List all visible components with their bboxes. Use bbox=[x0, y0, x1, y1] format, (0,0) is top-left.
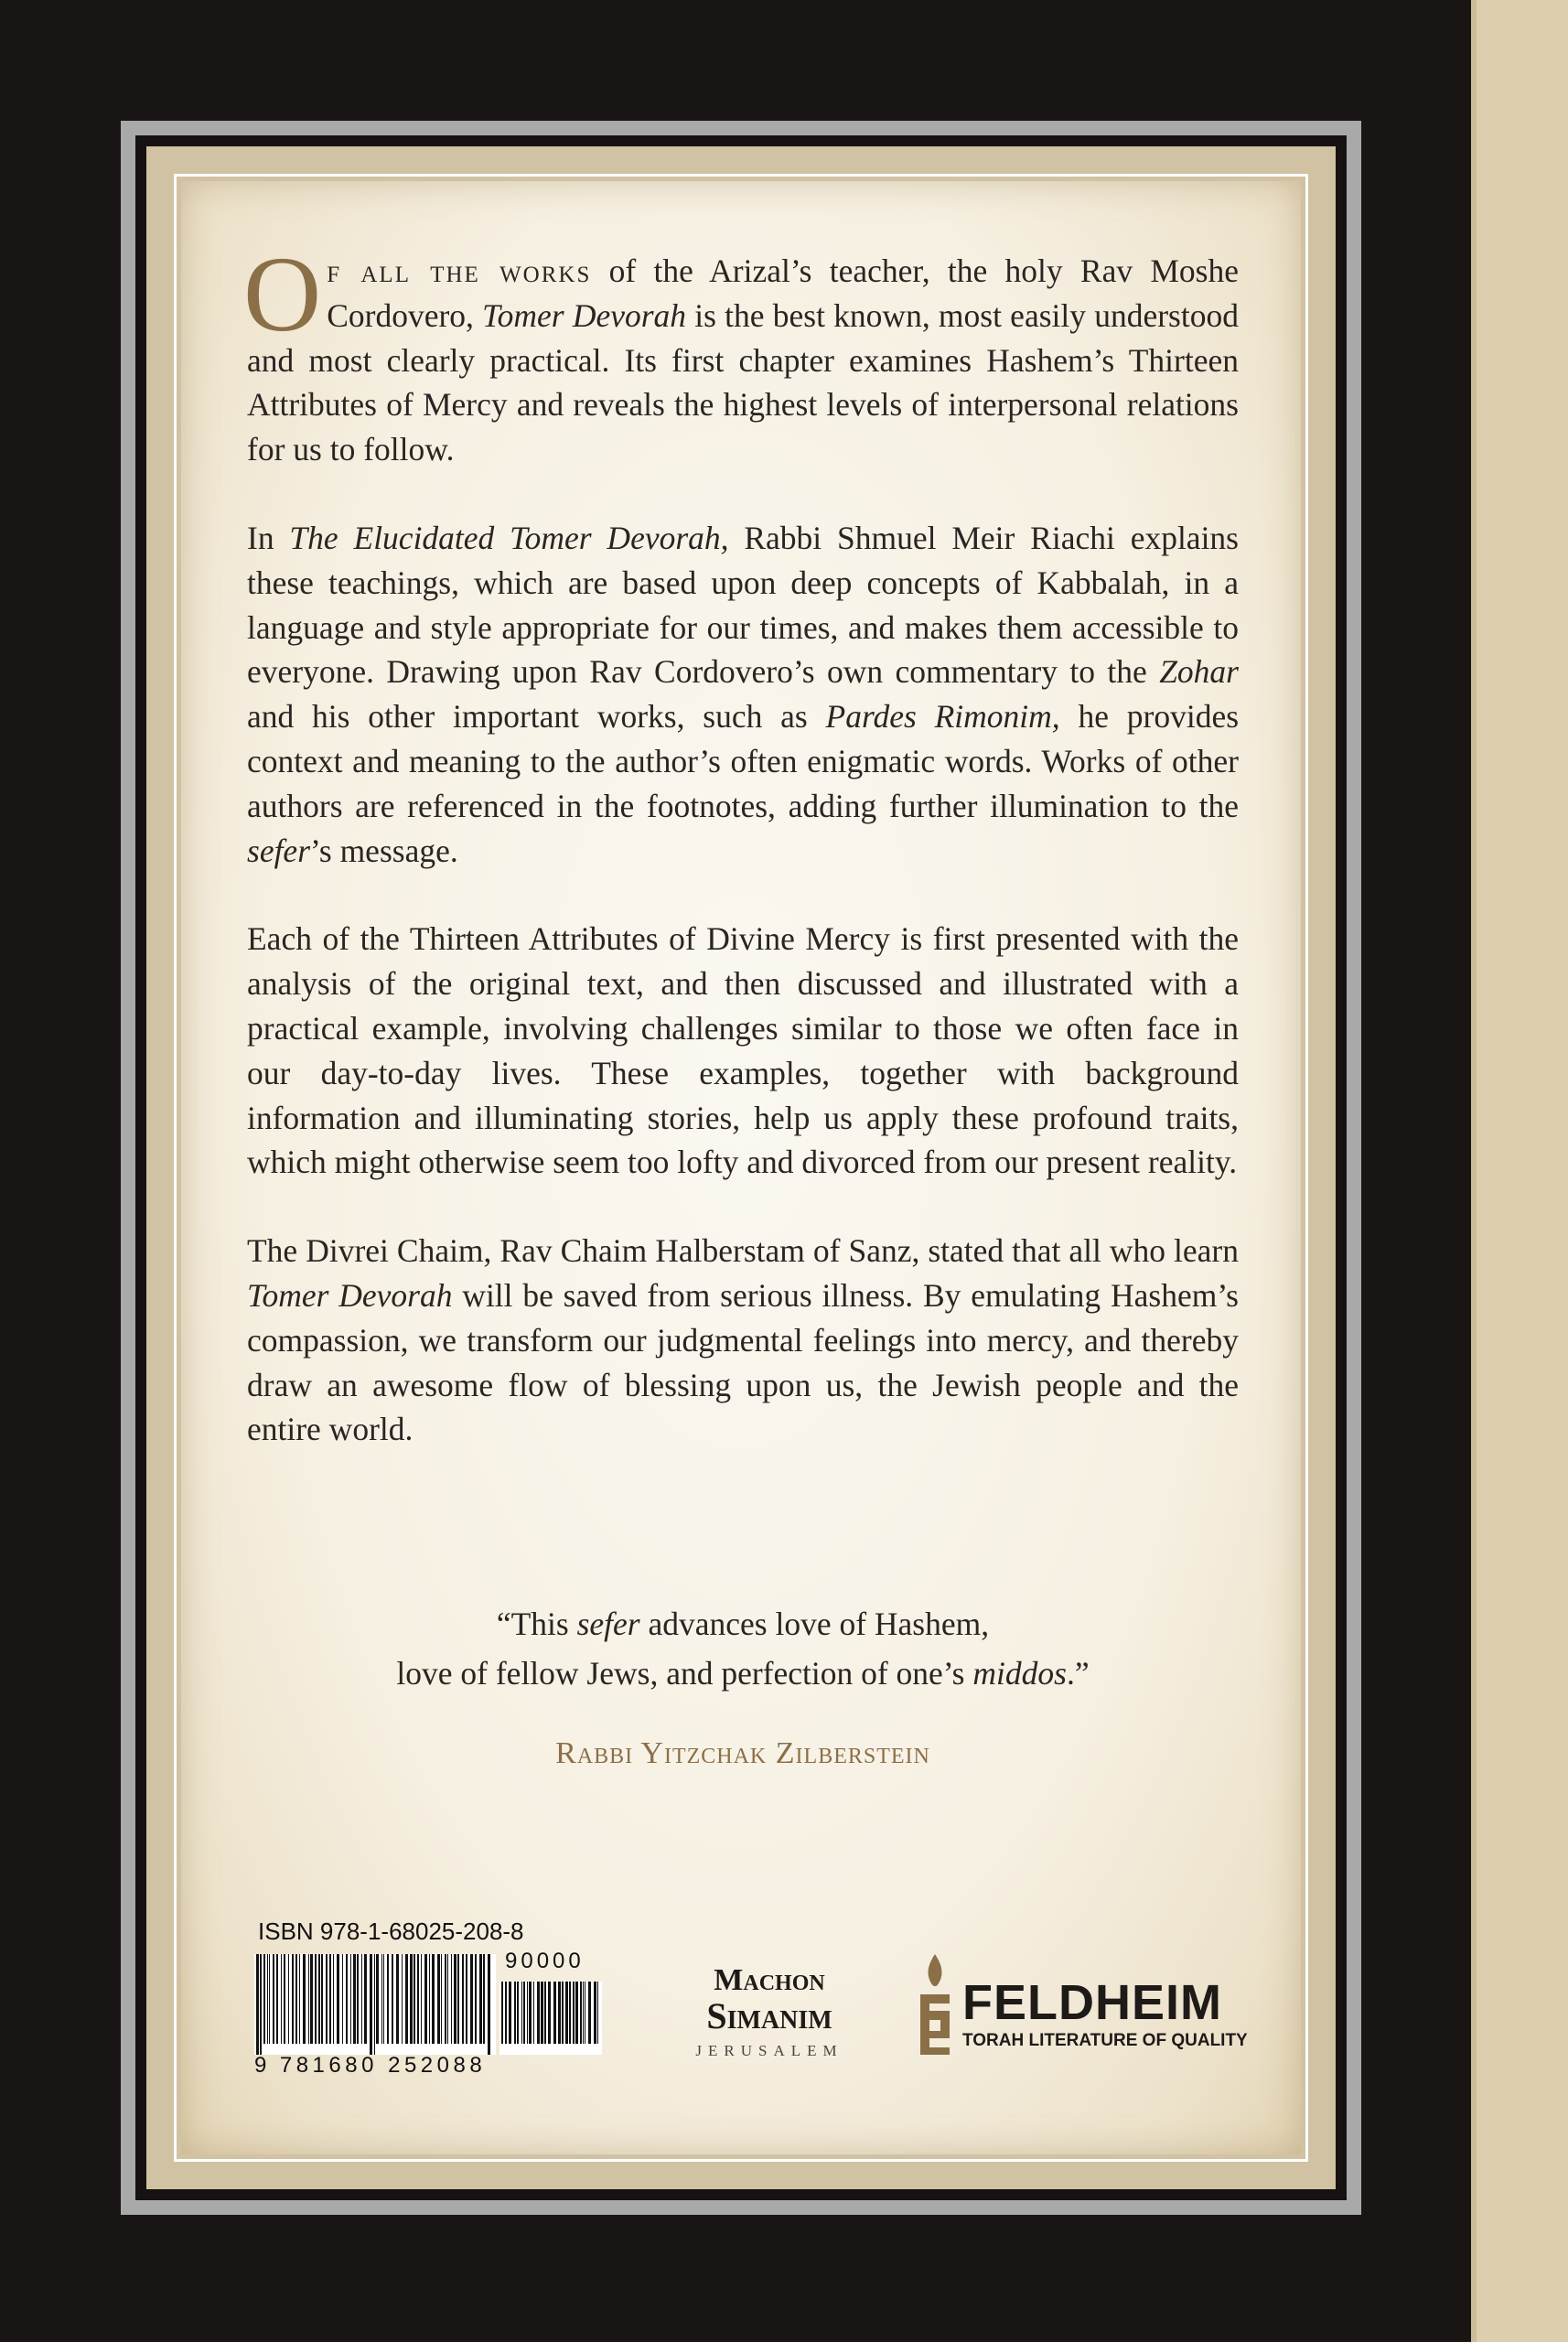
barcode-bar bbox=[396, 1954, 399, 2044]
p2-text-c: and his other important works, such as bbox=[247, 698, 826, 736]
barcode-bar bbox=[292, 1954, 294, 2044]
barcode-bar bbox=[580, 1982, 582, 2044]
barcode-bar bbox=[381, 1954, 382, 2044]
barcode-bar bbox=[517, 1982, 519, 2044]
candle-flame-icon bbox=[915, 1952, 955, 2062]
isbn-barcode bbox=[254, 1954, 496, 2055]
barcode-bar bbox=[256, 1954, 259, 2055]
barcode-bar bbox=[402, 1954, 403, 2044]
barcode-bar bbox=[441, 1954, 442, 2044]
barcode-bar bbox=[541, 1982, 543, 2044]
barcode-bar bbox=[263, 1954, 265, 2044]
paragraph-3: Each of the Thirteen Attributes of Divine Mercy is first presented with the analysis of the original text, and then discussed and illustrated with a practical example, involving challenges similar to those we often face in our day-to-day lives. These examples, together with background information and illuminating stories, help us apply these profound traits, which might otherwise seem too lofty and divorced from our present reality. bbox=[247, 920, 1239, 1181]
barcode-bar bbox=[488, 1954, 490, 2055]
barcode-bar bbox=[424, 1954, 427, 2044]
barcode-bar bbox=[429, 1954, 430, 2044]
quote-text-c: love of fellow Jews, and perfection of one’s bbox=[396, 1655, 973, 1692]
barcode-bar bbox=[537, 1982, 540, 2044]
barcode-bar bbox=[269, 1954, 270, 2044]
barcode-bar bbox=[273, 1954, 274, 2044]
barcode-bar bbox=[501, 1982, 503, 2044]
simanim-line-2: Simanim bbox=[706, 1995, 832, 2036]
p2-text-d: he provides context and meaning to the author’s often enigmatic words. Works of other authors are referenced in the footnotes, adding further illumination to the bbox=[247, 698, 1240, 824]
barcode-bar bbox=[505, 1982, 507, 2044]
quote-open: “This bbox=[496, 1606, 577, 1642]
barcode-bar bbox=[432, 1954, 435, 2044]
barcode-bar bbox=[370, 1954, 372, 2055]
feldheim-logo bbox=[915, 1952, 1262, 2062]
barcode-bar bbox=[417, 1954, 419, 2044]
barcode-addon-digits: 90000 bbox=[505, 1949, 585, 1973]
quote-middos: middos bbox=[972, 1655, 1067, 1692]
barcode-bar bbox=[376, 1954, 379, 2044]
p4-text-a: The Divrei Chaim, Rav Chaim Halberstam of Sanz, stated that all who learn bbox=[247, 1232, 1239, 1270]
p2-pardes: Pardes Rimonim, bbox=[825, 698, 1060, 736]
barcode-bar bbox=[421, 1954, 422, 2044]
blurb-text bbox=[243, 234, 1240, 1496]
machon-simanim-logo bbox=[673, 1965, 865, 2060]
barcode-bar bbox=[583, 1982, 584, 2044]
barcode-bar bbox=[569, 1982, 571, 2044]
barcode-bar bbox=[295, 1954, 297, 2044]
barcode-bar bbox=[457, 1954, 459, 2044]
barcode-bar bbox=[451, 1954, 452, 2044]
barcode-bar bbox=[575, 1982, 578, 2044]
barcode-bar bbox=[470, 1954, 473, 2044]
barcode-bar bbox=[437, 1954, 440, 2044]
barcode-bar bbox=[573, 1982, 575, 2044]
p2-sefer: sefer bbox=[247, 832, 311, 869]
barcode-bar bbox=[479, 1954, 482, 2044]
quote-line-1 bbox=[247, 1599, 1239, 1649]
barcode-bar bbox=[374, 1954, 375, 2055]
barcode-bar bbox=[527, 1982, 528, 2044]
quote-line-2 bbox=[247, 1649, 1239, 1698]
paragraph-4 bbox=[247, 1229, 1239, 1452]
quote-text-b: advances love of Hashem, bbox=[639, 1606, 990, 1642]
barcode-bar bbox=[413, 1954, 415, 2044]
p2-title: The Elucidated Tomer Devorah, bbox=[289, 519, 729, 556]
barcode-bar bbox=[342, 1954, 343, 2044]
barcode-bar bbox=[483, 1954, 485, 2044]
barcode-bar bbox=[288, 1954, 289, 2044]
barcode-bar bbox=[392, 1954, 393, 2044]
quote-close: .” bbox=[1066, 1655, 1090, 1692]
barcode-bar bbox=[588, 1982, 591, 2044]
barcode-bar bbox=[387, 1954, 389, 2044]
barcode-bar bbox=[533, 1982, 534, 2044]
barcode-bar bbox=[315, 1954, 317, 2044]
barcode-bar bbox=[558, 1982, 561, 2044]
barcode-bar bbox=[299, 1954, 300, 2044]
simanim-line-1: Machon bbox=[714, 1963, 825, 1997]
lead-in-small-caps: f all the works bbox=[327, 252, 592, 289]
quote-attribution: Rabbi Yitzchak Zilberstein bbox=[555, 1736, 930, 1770]
barcode-bar bbox=[308, 1954, 309, 2044]
endorsement-quote bbox=[247, 1599, 1239, 1698]
barcode-bar bbox=[357, 1954, 359, 2044]
barcode-bar bbox=[361, 1954, 362, 2044]
barcode-first-digit: 9 bbox=[254, 2053, 271, 2078]
p2-text-e: ’s message. bbox=[310, 832, 458, 869]
quote-sefer: sefer bbox=[576, 1606, 640, 1642]
p2-text-b: Rabbi Shmuel Meir Riachi explains these teachings, which are based upon deep concepts of Kabbalah, in a language and style appropriate for our times, and makes them accessible to everyone. Drawing upon Rav Cordovero’s own commentary to the bbox=[247, 519, 1239, 691]
barcode-bar bbox=[276, 1954, 278, 2044]
barcode-bar bbox=[553, 1982, 556, 2044]
barcode-bar bbox=[333, 1954, 334, 2044]
barcode-bar bbox=[594, 1982, 596, 2044]
barcode-bar bbox=[562, 1982, 564, 2044]
isbn-label: ISBN 978-1-68025-208-8 bbox=[258, 1918, 524, 1945]
barcode-bar bbox=[509, 1982, 511, 2044]
barcode-bar bbox=[445, 1954, 446, 2044]
barcode-bar bbox=[454, 1954, 456, 2044]
feldheim-name: FELDHEIM bbox=[962, 1975, 1222, 2030]
barcode-bar bbox=[350, 1954, 351, 2044]
barcode-bar bbox=[346, 1954, 348, 2044]
paragraph-2 bbox=[247, 516, 1239, 873]
barcode-bar bbox=[405, 1954, 408, 2044]
barcode-bar bbox=[565, 1982, 568, 2044]
barcode-bar bbox=[447, 1954, 448, 2044]
barcode-bar bbox=[318, 1954, 320, 2044]
barcode-bar bbox=[466, 1954, 467, 2044]
barcode-bar bbox=[462, 1954, 464, 2044]
price-barcode bbox=[499, 1982, 602, 2055]
barcode-bar bbox=[337, 1954, 339, 2044]
barcode-digits bbox=[254, 2053, 486, 2079]
p4-title: Tomer Devorah bbox=[247, 1276, 453, 1314]
barcode-number: 781680 252088 bbox=[279, 2053, 487, 2078]
barcode-bar bbox=[321, 1954, 323, 2044]
barcode-bar bbox=[326, 1954, 328, 2044]
feldheim-tagline: TORAH LITERATURE OF QUALITY bbox=[962, 2031, 1248, 2050]
barcode-bar bbox=[284, 1954, 285, 2044]
book-spine bbox=[1477, 0, 1568, 2342]
p2-zohar: Zohar bbox=[1159, 653, 1239, 691]
barcode-bar bbox=[521, 1982, 522, 2044]
p1-text-b: is the best known, most easily understood and most clearly practical. Its first chapter examines Hashem’s Thirteen Attributes of Mercy and reveals the highest levels of interpersonal relations for us to follow. bbox=[247, 296, 1239, 468]
barcode-bar bbox=[597, 1982, 598, 2044]
simanim-line-3: JERUSALEM bbox=[695, 2042, 843, 2059]
barcode-bar bbox=[310, 1954, 313, 2044]
barcode-bar bbox=[260, 1954, 262, 2055]
p2-text-a: In bbox=[247, 519, 290, 556]
p4-text-b: will be saved from serious illness. By emulating Hashem’s compassion, we transform our judgmental feelings into mercy, and thereby draw an awesome flow of blessing upon us, the Jewish people and the entire world. bbox=[247, 1276, 1239, 1448]
p1-text-a: of the Arizal’s teacher, the holy Rav Moshe Cordovero, bbox=[327, 252, 1239, 334]
barcode-bar bbox=[548, 1982, 551, 2044]
barcode-bar bbox=[544, 1982, 546, 2044]
barcode-bar bbox=[303, 1954, 306, 2044]
barcode-bar bbox=[383, 1954, 384, 2044]
barcode-bar bbox=[475, 1954, 477, 2044]
barcode-bar bbox=[514, 1982, 516, 2044]
barcode-bar bbox=[267, 1954, 268, 2044]
barcode-bar bbox=[523, 1982, 525, 2044]
barcode-bar bbox=[353, 1954, 356, 2044]
barcode-bar bbox=[529, 1982, 532, 2044]
drop-cap: O bbox=[243, 234, 322, 354]
p1-title: Tomer Devorah bbox=[482, 296, 687, 334]
barcode-bar bbox=[281, 1954, 282, 2044]
barcode-bar bbox=[364, 1954, 367, 2044]
paragraph-1 bbox=[243, 234, 1239, 472]
barcode-bar bbox=[410, 1954, 413, 2044]
barcode-bar bbox=[329, 1954, 331, 2044]
